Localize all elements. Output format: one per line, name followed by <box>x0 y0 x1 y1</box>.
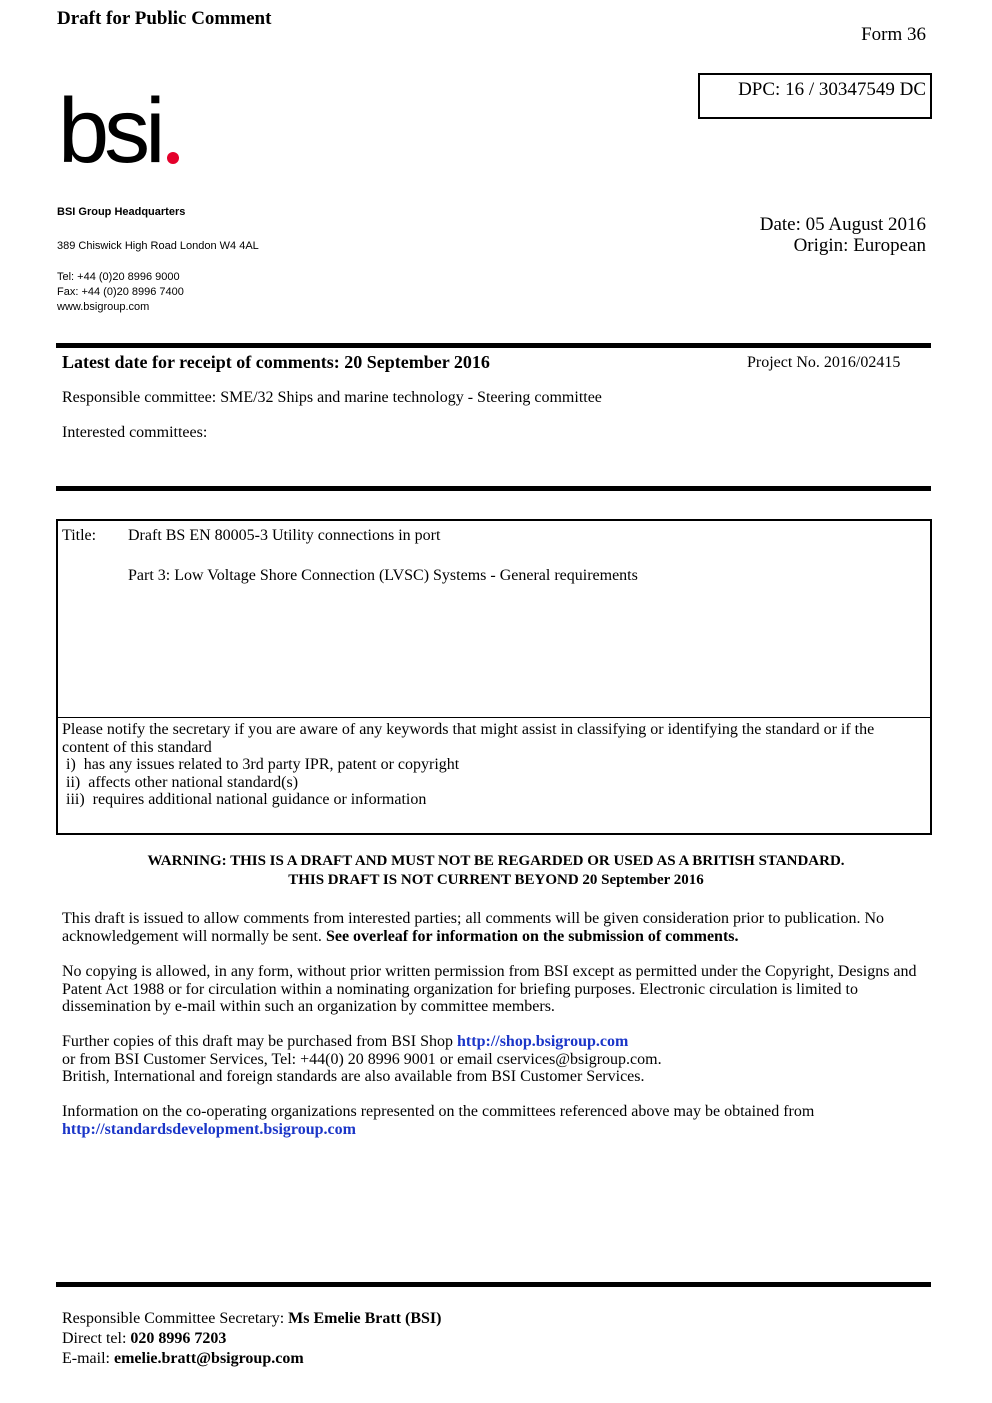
further-copies-paragraph <box>62 1033 932 1086</box>
form-number: Form 36 <box>861 24 926 45</box>
responsible-committee: Responsible committee: SME/32 Ships and marine technology - Steering committee <box>62 389 602 406</box>
document-part-title: Part 3: Low Voltage Shore Connection (LVSC) Systems - General requirements <box>128 567 638 584</box>
project-number: Project No. 2016/02415 <box>747 354 901 371</box>
email-label: E-mail: <box>62 1350 114 1367</box>
hq-address: 389 Chiswick High Road London W4 4AL <box>57 240 259 252</box>
date-origin <box>760 214 926 256</box>
latest-comment-date: Latest date for receipt of comments: 20 September 2016 <box>62 352 490 372</box>
secretary-label: Responsible Committee Secretary: <box>62 1310 289 1327</box>
notify-item: ii) affects other national standard(s) <box>62 773 299 791</box>
copyright-paragraph: No copying is allowed, in any form, without prior written permission from BSI except as permitted under the Copyright, Designs and Patent Act 1988 or for circulation within a nominating organization for briefing purposes. Electronic circulation is limited to dissemination by e-mail within such an organization by committee members. <box>62 963 917 1015</box>
committee-secretary <box>62 1309 441 1369</box>
middle-divider <box>56 486 931 491</box>
standards-development-link[interactable]: http://standardsdevelopment.bsigroup.com <box>62 1120 356 1138</box>
title-label: Title: <box>62 527 97 544</box>
draft-header: Draft for Public Comment <box>57 8 272 29</box>
secretary-tel: 020 8996 7203 <box>130 1330 227 1347</box>
customer-services-text: or from BSI Customer Services, Tel: +44(0) 20 8996 9001 or email cservices@bsigroup.com. <box>62 1050 662 1068</box>
warning-line-1: WARNING: THIS IS A DRAFT AND MUST NOT BE REGARDED OR USED AS A BRITISH STANDARD. <box>147 853 845 869</box>
bsi-logo-text: bsi <box>58 82 161 172</box>
hq-fax: Fax: +44 (0)20 8996 7400 <box>57 286 184 298</box>
draft-purpose-text: This draft is issued to allow comments from interested parties; all comments will be given consideration prior to publication. No acknowledgement will normally be sent. <box>62 910 885 945</box>
hq-tel: Tel: +44 (0)20 8996 9000 <box>57 271 180 283</box>
dpc-reference: DPC: 16 / 30347549 DC <box>738 79 926 100</box>
top-divider <box>56 343 931 348</box>
document-date: Date: 05 August 2016 <box>759 214 926 235</box>
secretary-name: Ms Emelie Bratt (BSI) <box>288 1310 442 1327</box>
document-origin: Origin: European <box>793 235 926 256</box>
notify-block <box>62 721 924 809</box>
hq-name: BSI Group Headquarters <box>57 206 186 218</box>
hq-contacts <box>57 270 184 315</box>
interested-committees: Interested committees: <box>62 424 208 441</box>
warning-line-2: THIS DRAFT IS NOT CURRENT BEYOND 20 September 2016 <box>288 872 704 888</box>
bsi-logo-mark <box>58 82 188 172</box>
secretary-email[interactable]: emelie.bratt@bsigroup.com <box>113 1350 304 1367</box>
notify-intro: Please notify the secretary if you are aware of any keywords that might assist in classifying or identifying the standard or if the content of this standard <box>62 721 875 756</box>
see-overleaf-note: See overleaf for information on the submission of comments. <box>325 927 739 945</box>
cooperating-orgs-text: Information on the co-operating organizations represented on the committees referenced above may be obtained from <box>62 1103 815 1120</box>
logo-dot <box>167 152 179 164</box>
standards-availability-text: British, International and foreign standards are also available from BSI Customer Services. <box>62 1068 645 1085</box>
dpc-reference-box <box>698 73 932 119</box>
bsi-shop-link[interactable]: http://shop.bsigroup.com <box>457 1033 629 1050</box>
document-title: Draft BS EN 80005-3 Utility connections in port <box>128 527 441 544</box>
cooperating-orgs-paragraph <box>62 1103 932 1138</box>
further-copies-text: Further copies of this draft may be purchased from BSI Shop <box>62 1033 458 1050</box>
draft-warning <box>0 852 992 890</box>
hq-website: www.bsigroup.com <box>57 301 150 313</box>
title-box-divider <box>58 717 930 718</box>
notify-item: i) has any issues related to 3rd party IPR, patent or copyright <box>62 756 460 773</box>
title-box <box>56 519 932 835</box>
draft-purpose-paragraph <box>62 910 932 945</box>
notify-item: iii) requires additional national guidance or information <box>62 791 427 808</box>
bsi-logo <box>58 82 188 177</box>
direct-tel-label: Direct tel: <box>62 1330 131 1347</box>
bottom-divider <box>56 1282 931 1287</box>
